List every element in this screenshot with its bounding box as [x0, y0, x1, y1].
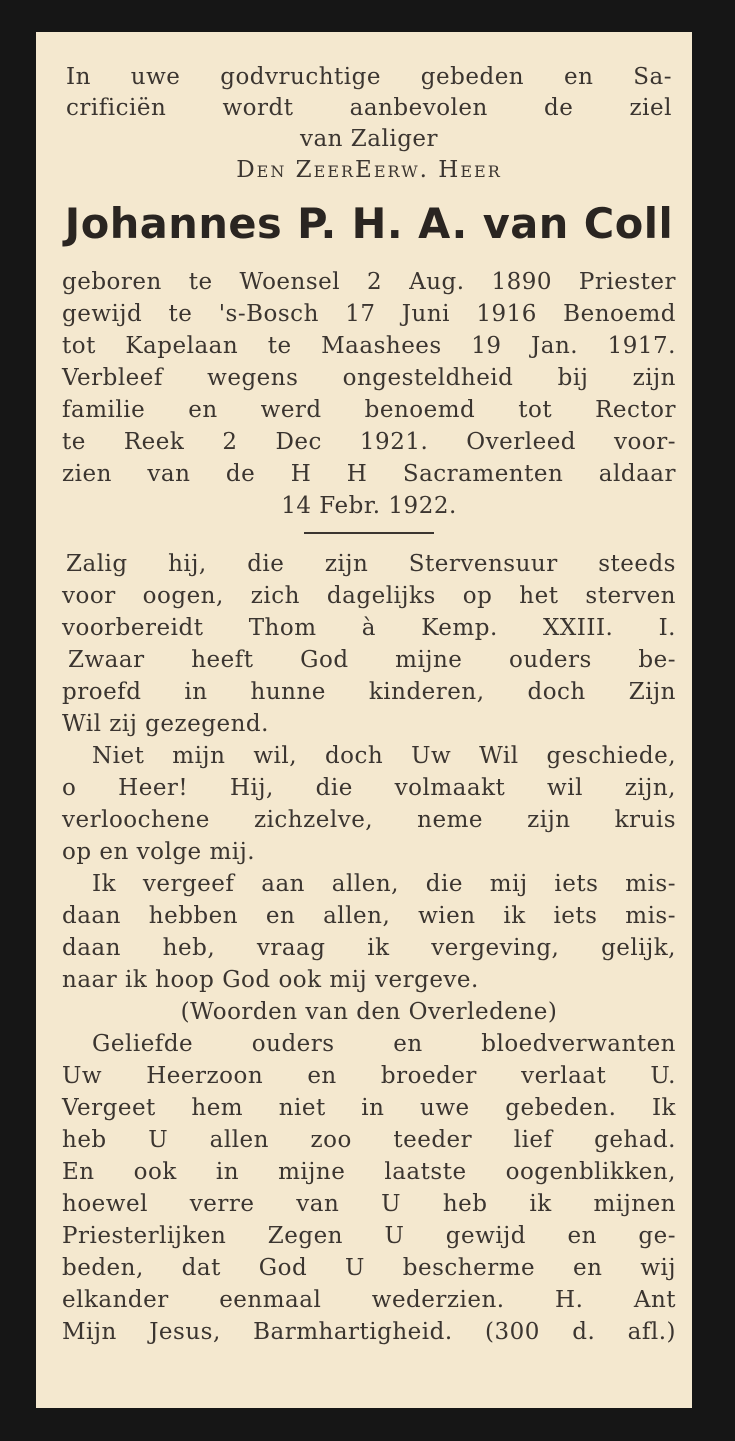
bio-line: zien van de H H Sacramenten aldaar	[62, 461, 676, 487]
intro-line: crificiën wordt aanbevolen de ziel	[66, 95, 672, 121]
quote-line: Niet mijn wil, doch Uw Wil geschiede,	[92, 743, 676, 769]
bio-line: familie en werd benoemd tot Rector	[62, 397, 676, 423]
quote-attribution: (Woorden van den Overledene)	[180, 999, 558, 1025]
quote-line: daan hebben en allen, wien ik iets mis-	[62, 903, 676, 929]
memorial-card	[36, 32, 692, 1408]
quote-line: En ook in mijne laatste oogenblikken,	[62, 1159, 676, 1185]
quotes-block	[62, 548, 676, 1348]
divider-rule	[304, 532, 434, 534]
quote-line: Zalig hij, die zijn Stervensuur steeds	[66, 551, 676, 577]
quote-line: elkander eenmaal wederzien. H. Ant	[62, 1287, 676, 1313]
deceased-name: Johannes P. H. A. van Coll	[64, 199, 674, 248]
bio-date-line: 14 Febr. 1922.	[281, 493, 457, 519]
quote-line: proefd in hunne kinderen, doch Zijn	[62, 679, 676, 705]
quote-line: daan heb, vraag ik vergeving, gelijk,	[62, 935, 676, 961]
quote-line: Zwaar heeft God mijne ouders be-	[68, 647, 676, 673]
bio-line: geboren te Woensel 2 Aug. 1890 Priester	[62, 269, 676, 295]
closing-prayer: Mijn Jesus, Barmhartigheid. (300 d. afl.)	[62, 1319, 676, 1345]
quote-line: voorbereidt Thom à Kemp. XXIII. I.	[62, 615, 676, 641]
quote-line: Uw Heerzoon en broeder verlaat U.	[62, 1063, 676, 1089]
bio-line: gewijd te 's-Bosch 17 Juni 1916 Benoemd	[62, 301, 676, 327]
quote-line: verloochene zichzelve, neme zijn kruis	[62, 807, 676, 833]
quote-line: Wil zij gezegend.	[62, 711, 269, 737]
quote-line: Priesterlijken Zegen U gewijd en ge-	[62, 1223, 676, 1249]
intro-line: In uwe godvruchtige gebeden en Sa-	[66, 64, 672, 90]
bio-line: tot Kapelaan te Maashees 19 Jan. 1917.	[62, 333, 676, 359]
bio-line: Verbleef wegens ongesteldheid bij zijn	[62, 365, 676, 391]
quote-line: op en volge mij.	[62, 839, 256, 865]
quote-line: voor oogen, zich dagelijks op het sterven	[62, 583, 676, 609]
quote-line: heb U allen zoo teeder lief gehad.	[62, 1127, 676, 1153]
bio-line: te Reek 2 Dec 1921. Overleed voor-	[62, 429, 676, 455]
intro-block	[62, 62, 676, 186]
intro-line: van Zaliger	[299, 126, 439, 152]
quote-line: naar ik hoop God ook mij vergeve.	[62, 967, 479, 993]
biography-block	[62, 266, 676, 522]
quote-line: Ik vergeef aan allen, die mij iets mis-	[92, 871, 676, 897]
quote-line: beden, dat God U bescherme en wij	[62, 1255, 676, 1281]
quote-line: Vergeet hem niet in uwe gebeden. Ik	[62, 1095, 676, 1121]
intro-title-line: Den ZeerEerw. Heer	[236, 157, 502, 183]
quote-line: Geliefde ouders en bloedverwanten	[92, 1031, 676, 1057]
quote-line: o Heer! Hij, die volmaakt wil zijn,	[62, 775, 676, 801]
quote-line: hoewel verre van U heb ik mijnen	[62, 1191, 676, 1217]
